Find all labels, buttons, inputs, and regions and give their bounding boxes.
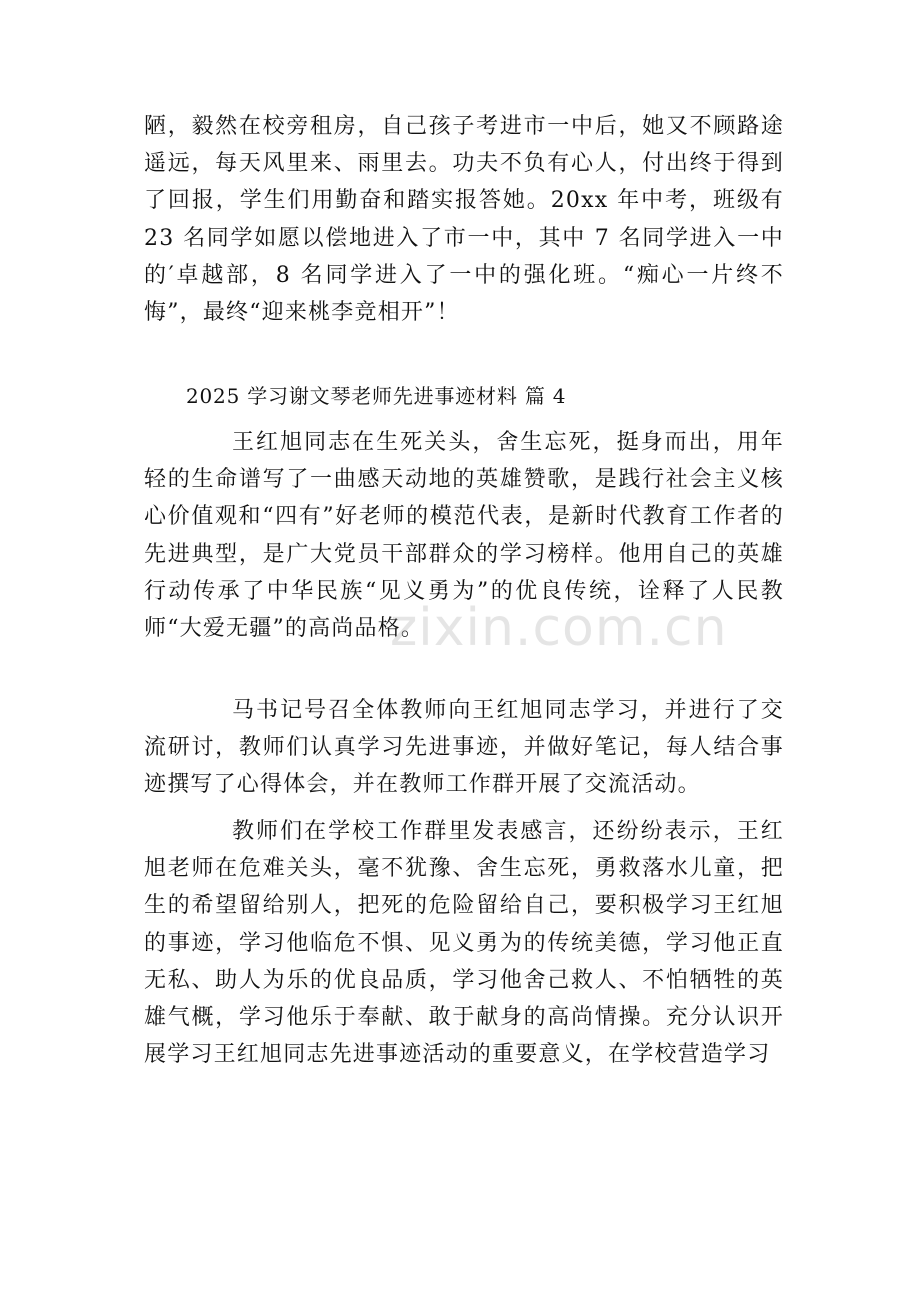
intro-paragraph: 陋，毅然在校旁租房，自己孩子考进市一中后，她又不顾路途遥远，每天风里来、雨里去。功夫不负有心人，付出终于得到了回报，学生们用勤奋和踏实报答她。20xx 年中考，班级有 23 名同学如愿以偿地进入了市一中，其中 7 名同学进入一中的′卓越部，8 名同学进入了一中的强化班。“痴心一片终不悔”，最终“迎来桃李竞相开”！ (144, 114, 784, 326)
watermark: zixin.com.cn (390, 598, 728, 658)
body-paragraph-1: 王红旭同志在生死关头，舍生忘死，挺身而出，用年轻的生命谱写了一曲感天动地的英雄赞歌，是践行社会主义核心价值观和“四有”好老师的模范代表，是新时代教育工作者的先进典型，是广大党员干部群众的学习榜样。他用自己的英雄行动传承了中华民族“见义勇为”的优良传统，诠释了人民教师“大爱无疆”的高尚品格。 (144, 430, 784, 642)
section-heading: 2025 学习谢文琴老师先进事迹材料 篇 4 (186, 384, 567, 408)
body-paragraph-2: 马书记号召全体教师向王红旭同志学习，并进行了交流研讨，教师们认真学习先进事迹，并做好笔记，每人结合事迹撰写了心得体会，并在教师工作群开展了交流活动。 (144, 698, 784, 798)
body-paragraph-3: 教师们在学校工作群里发表感言，还纷纷表示，王红旭老师在危难关头，毫不犹豫、舍生忘死，勇救落水儿童，把生的希望留给别人，把死的危险留给自己，要积极学习王红旭的事迹，学习他临危不惧、见义勇为的传统美德，学习他正直无私、助人为乐的优良品质，学习他舍己救人、不怕牺牲的英雄气概，学习他乐于奉献、敢于献身的高尚情操。充分认识开展学习王红旭同志先进事迹活动的重要意义，在学校营造学习 (144, 819, 784, 1068)
